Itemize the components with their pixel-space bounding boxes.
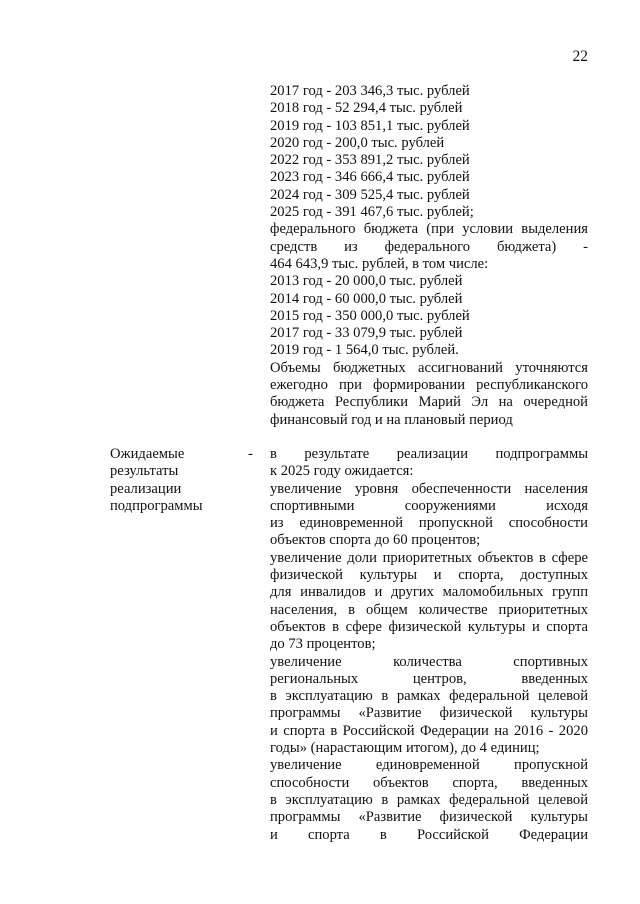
results-line: в эксплуатацию в рамках федеральной целевой — [270, 791, 588, 808]
budget-line: 2013 год - 20 000,0 тыс. рублей — [270, 273, 463, 290]
results-line: годы» (нарастающим итогом), до 4 единиц; — [270, 740, 540, 757]
budget-line: средств из федерального бюджета) - — [270, 238, 588, 255]
budget-line: 2018 год - 52 294,4 тыс. рублей — [270, 100, 463, 117]
label-dash: - — [248, 446, 253, 462]
results-line: в результате реализации подпрограммы — [270, 446, 588, 462]
budget-line: 2015 год - 350 000,0 тыс. рублей — [270, 307, 470, 324]
section-label-line: результаты — [110, 463, 179, 480]
results-line: увеличение уровня обеспеченности населения — [270, 480, 588, 497]
budget-line: 2019 год - 1 564,0 тыс. рублей. — [270, 342, 459, 359]
results-line: населения, в общем количестве приоритетных — [270, 601, 588, 618]
results-line: и спорта в Российской Федерации — [270, 826, 588, 843]
results-line: для инвалидов и других маломобильных групп — [270, 584, 588, 601]
budget-line: 2014 год - 60 000,0 тыс. рублей — [270, 290, 463, 307]
results-line: в эксплуатацию в рамках федеральной целевой — [270, 688, 588, 705]
section-label-line: реализации — [110, 480, 182, 497]
results-line: к 2025 году ожидается: — [270, 463, 414, 480]
budget-line: 2017 год - 203 346,3 тыс. рублей — [270, 83, 470, 99]
results-line: программы «Развитие физической культуры — [270, 705, 588, 722]
budget-line: 2024 год - 309 525,4 тыс. рублей — [270, 186, 470, 203]
section-label-line: Ожидаемые — [110, 446, 185, 462]
results-line: спортивными сооружениями исходя — [270, 497, 588, 514]
results-line: региональных центров, введенных — [270, 670, 588, 687]
budget-line: Объемы бюджетных ассигнований уточняются — [270, 359, 588, 376]
results-line: увеличение единовременной пропускной — [270, 757, 588, 774]
results-line: физической культуры и спорта, доступных — [270, 567, 588, 584]
budget-line: федерального бюджета (при условии выделения — [270, 221, 588, 238]
results-line: из единовременной пропускной способности — [270, 515, 588, 532]
results-line: способности объектов спорта, введенных — [270, 774, 588, 791]
budget-line: 2023 год - 346 666,4 тыс. рублей — [270, 169, 470, 186]
results-line: увеличение доли приоритетных объектов в сфере — [270, 549, 588, 566]
budget-block — [270, 83, 588, 429]
results-block — [270, 446, 588, 844]
results-line: увеличение количества спортивных — [270, 653, 588, 670]
budget-line: 464 643,9 тыс. рублей, в том числе: — [270, 255, 489, 272]
budget-line: ежегодно при формировании республиканского — [270, 377, 588, 394]
budget-line: 2019 год - 103 851,1 тыс. рублей — [270, 117, 470, 134]
results-line: до 73 процентов; — [270, 636, 376, 653]
results-line: и спорта в Российской Федерации на 2016 - 2020 — [270, 722, 588, 739]
budget-line: финансовый год и на плановый период — [270, 411, 513, 428]
results-line: объектов спорта до 60 процентов; — [270, 532, 481, 549]
section-label-line: подпрограммы — [110, 497, 203, 514]
section-label — [110, 446, 230, 515]
budget-line: 2017 год - 33 079,9 тыс. рублей — [270, 325, 463, 342]
results-line: программы «Развитие физической культуры — [270, 809, 588, 826]
budget-line: 2025 год - 391 467,6 тыс. рублей; — [270, 204, 474, 221]
page-number: 22 — [572, 48, 588, 65]
budget-line: 2020 год - 200,0 тыс. рублей — [270, 134, 445, 151]
budget-line: бюджета Республики Марий Эл на очередной — [270, 394, 588, 411]
budget-line: 2022 год - 353 891,2 тыс. рублей — [270, 152, 470, 169]
results-line: объектов в сфере физической культуры и спорта — [270, 618, 588, 635]
